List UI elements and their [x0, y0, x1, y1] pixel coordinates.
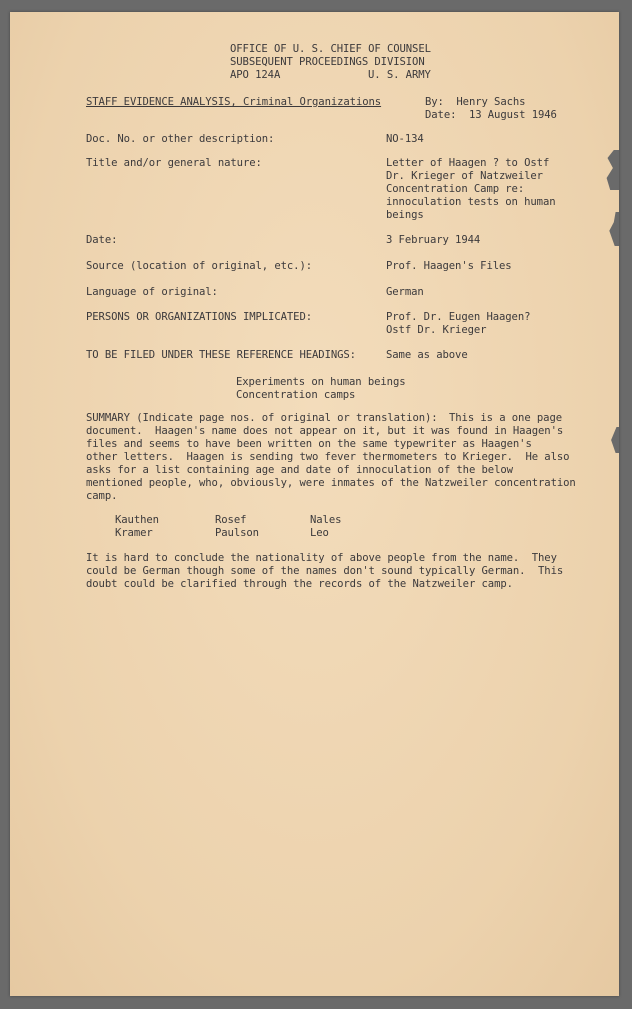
torn-edge	[603, 150, 619, 190]
field-value-date: 3 February 1944	[386, 234, 481, 246]
field-value-title: Letter of Haagen ? to Ostf Dr. Krieger of Natzweiler Concentration Camp re: innoculation tests on human beings	[386, 157, 556, 221]
field-label-source: Source (location of original, etc.):	[86, 260, 313, 272]
field-value-persons: Prof. Dr. Eugen Haagen? Ostf Dr. Krieger	[386, 311, 531, 336]
name-row-1-col-2: Rosef	[215, 514, 247, 526]
header-army: U. S. ARMY	[368, 69, 431, 81]
header-apo: APO 124A	[230, 69, 281, 81]
torn-edge	[603, 427, 619, 453]
analyst-name: By: Henry Sachs	[425, 96, 526, 108]
document-title: STAFF EVIDENCE ANALYSIS, Criminal Organizations	[86, 96, 382, 108]
field-value-language: German	[386, 286, 424, 298]
field-label-doc-no: Doc. No. or other description:	[86, 133, 275, 145]
name-row-2-col-2: Paulson	[215, 527, 259, 539]
header-division: SUBSEQUENT PROCEEDINGS DIVISION	[230, 56, 425, 68]
name-row-1-col-3: Nales	[310, 514, 342, 526]
torn-edge	[603, 212, 619, 246]
field-label-language: Language of original:	[86, 286, 218, 298]
field-label-persons: PERSONS OR ORGANIZATIONS IMPLICATED:	[86, 311, 313, 323]
field-value-filing: Same as above	[386, 349, 468, 361]
reference-headings: Experiments on human beings Concentration camps	[236, 376, 406, 401]
name-row-2-col-1: Kramer	[115, 527, 153, 539]
document-page: OFFICE OF U. S. CHIEF OF COUNSEL SUBSEQUENT PROCEEDINGS DIVISION APO 124A U. S. ARMY STAFF EVIDENCE ANALYSIS, Criminal Organizations By: Henry Sachs Date: 13 August 1946 Doc. No. or other description: NO-134 Title and/or general nature: Letter of Haagen ? to Ostf Dr. Krieger of Natzweiler Concentration Camp re: innoculation tests on human beings Date: 3 February 1944 Source (location of original, etc.): Prof. Haagen's Files Language of original: German PERSONS OR ORGANIZATIONS IMPLICATED: Prof. Dr. Eugen Haagen? Ostf Dr. Krieger TO BE FILED UNDER THESE REFERENCE HEADINGS: Same as above Experiments on human beings Concentration camps SUMMARY (Indicate page nos. of original or translation): This is a one page document. Haagen's name does not appear on it, but it was found in Haagen's files and seems to have been written on the same typewriter as Haagen's other letters. Haagen is sending two fever thermometers to Krieger. He also asks for a list containing age and date of innoculation of the below mentioned people, who, obviously, were inmates of the Natzweiler concentration camp. Kauthen Rosef Nales Kramer Paulson Leo It is hard to conclude the nationality of above people from the name. They could be German though some of the names don't sound typically German. This doubt could be clarified through the records of the Natzweiler camp.	[10, 12, 619, 996]
field-label-title: Title and/or general nature:	[86, 157, 262, 169]
analysis-date: Date: 13 August 1946	[425, 109, 557, 121]
conclusion-text: It is hard to conclude the nationality of above people from the name. They could be German though some of the names don't sound typically German. This doubt could be clarified through the records of the Natzweiler camp.	[86, 552, 564, 590]
summary-label: SUMMARY (Indicate page nos. of original or translation):	[86, 412, 438, 424]
name-row-2-col-3: Leo	[310, 527, 329, 539]
field-value-source: Prof. Haagen's Files	[386, 260, 512, 272]
field-label-date: Date:	[86, 234, 118, 246]
field-label-filing: TO BE FILED UNDER THESE REFERENCE HEADINGS:	[86, 349, 356, 361]
field-value-doc-no: NO-134	[386, 133, 424, 145]
name-row-1-col-1: Kauthen	[115, 514, 159, 526]
header-office: OFFICE OF U. S. CHIEF OF COUNSEL	[230, 43, 431, 55]
